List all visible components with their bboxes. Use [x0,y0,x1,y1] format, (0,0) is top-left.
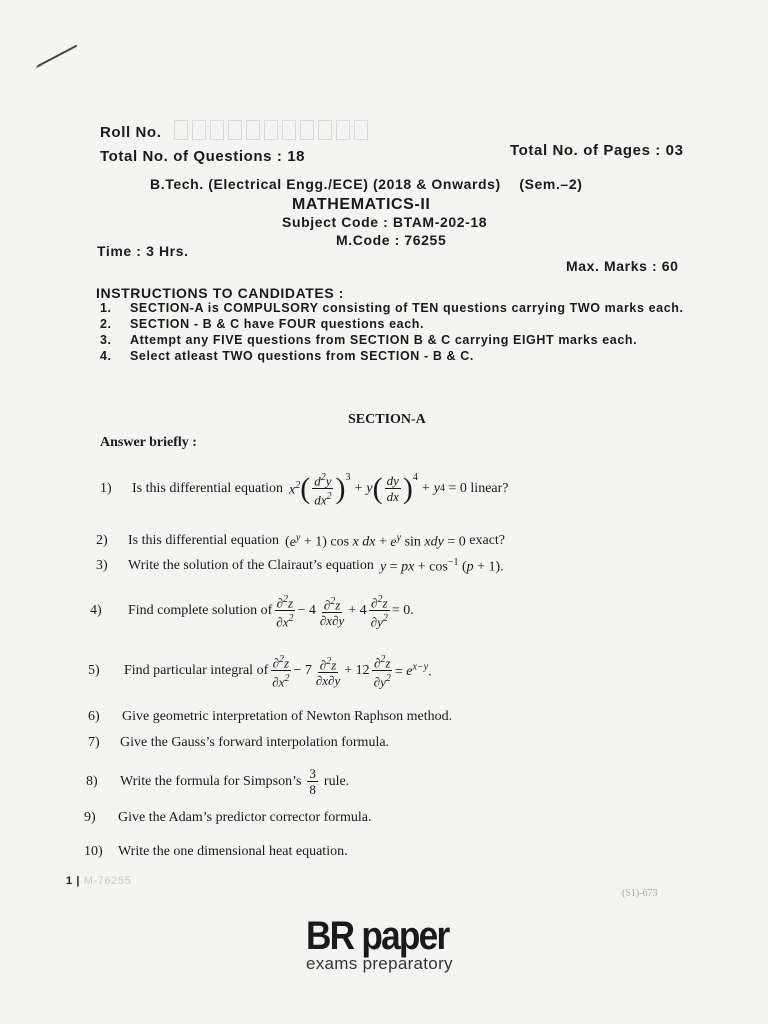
brand-tagline: exams preparatory [306,954,453,973]
instruction-item: 1. SECTION-A is COMPULSORY consisting of TEN questions carrying TWO marks each. [100,301,684,315]
page-footer [66,875,131,887]
max-marks: Max. Marks : 60 [566,258,679,274]
pen-mark-icon [34,42,80,70]
m-code: M.Code : 76255 [336,232,447,248]
roll-no-label: Roll No. [100,124,162,141]
instruction-item: 4. Select atleast TWO questions from SECTION - B & C. [100,349,474,363]
question-7: 7) Give the Gauss’s forward interpolation formula. [88,735,390,750]
section-prompt: Answer briefly : [100,435,197,450]
subject-code: Subject Code : BTAM-202-18 [282,214,488,230]
question-8: 8) Write the formula for Simpson’s $\frac{3}{8}$ rule. [86,766,350,797]
total-questions: Total No. of Questions : 18 [100,148,306,165]
brand-logo: BR paper [306,914,449,958]
question-5: 5) Find particular integral of $\frac{\partial^2z}{\partial x^2}$ − 7 $\frac{\partial^2z}{\partial x\partial y}$ + 12 $\frac{\partial^2z}{\partial y^2}$ = $e^{x-y}$. [88,654,432,690]
semester: (Sem.–2) [519,176,583,192]
instruction-item: 2. SECTION - B & C have FOUR questions each. [100,317,425,331]
subject-title: MATHEMATICS-II [292,196,431,213]
question-6: 6) Give geometric interpretation of Newton Raphson method. [88,709,453,724]
question-9: 9) Give the Adam’s predictor corrector formula. [84,810,372,825]
question-10: 10) Write the one dimensional heat equation. [84,844,348,859]
instruction-item: 3. Attempt any FIVE questions from SECTION B & C carrying EIGHT marks each. [100,333,638,347]
course-line [150,176,582,192]
question-1: 1) Is this differential equation $x^2$ ( $\frac{d^2y}{dx^2}$ ) $^3$ + y ( $\frac{dy}{dx}$ ) $^4$ + y 4 = 0 linear? [100,471,509,508]
footer-mcode: M-76255 [83,875,132,887]
question-4: 4) Find complete solution of $\frac{\partial^2z}{\partial x^2}$ − 4 $\frac{\partial^2z}{\partial x\partial y}$ + 4 $\frac{\partial^2z}{\partial y^2}$ = 0. [90,594,414,630]
instructions-list [100,301,700,365]
question-2: 2) Is this differential equation $(e^y + 1)$ cos x dx + $e^y$ sin xdy = 0 exact? [96,532,506,550]
page-number: 1 | [66,875,81,887]
time-allowed: Time : 3 Hrs. [97,243,189,259]
course-name: B.Tech. (Electrical Engg./ECE) (2018 & Onwards) [150,176,501,192]
question-3: 3) Write the solution of the Clairaut’s equation y = px + $\cos^{-1} (p + 1)$. [96,557,504,575]
section-title: SECTION-A [348,412,426,427]
paper-code: (S1)-673 [622,888,658,899]
roll-no-boxes [174,120,372,140]
instructions-heading: INSTRUCTIONS TO CANDIDATES : [96,285,345,301]
total-pages: Total No. of Pages : 03 [510,142,684,159]
